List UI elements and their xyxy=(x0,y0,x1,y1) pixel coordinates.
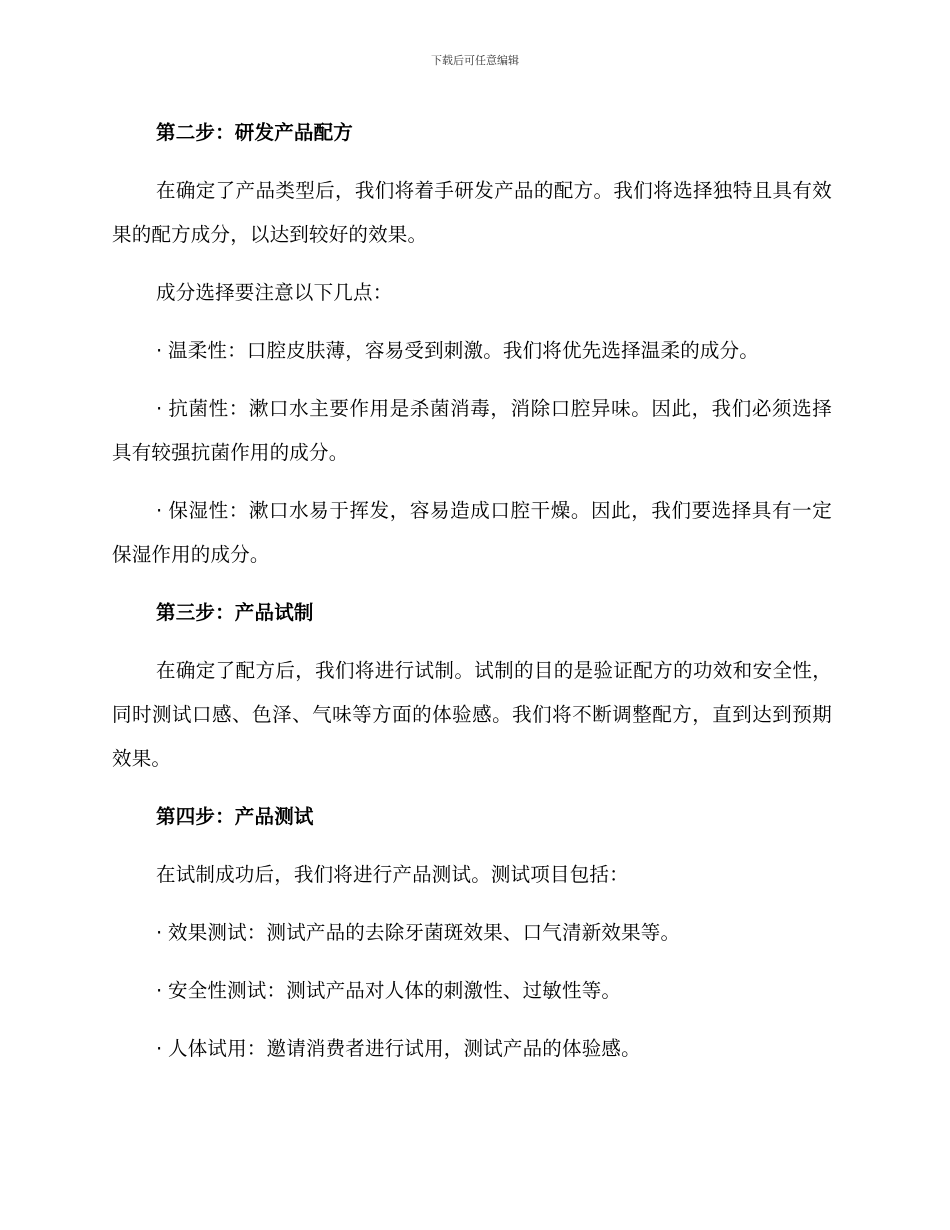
section-heading-step2: 第二步：研发产品配方 xyxy=(156,121,354,144)
bullet-text: 效果测试：测试产品的去除牙菌斑效果、口气清新效果等。 xyxy=(168,921,681,944)
section-heading-step4: 第四步：产品测试 xyxy=(156,805,314,828)
bullet-dot: · xyxy=(156,979,163,1002)
bullet-item xyxy=(112,489,832,577)
bullet-dot: · xyxy=(156,499,163,522)
page-header: 下载后可任意编辑 xyxy=(431,54,519,67)
document-body xyxy=(112,111,832,1085)
bullet-dot: · xyxy=(156,921,163,944)
paragraph-step3-body: 在确定了配方后，我们将进行试制。试制的目的是验证配方的功效和安全性，同时测试口感、色泽、气味等方面的体验感。我们将不断调整配方，直到达到预期效果。 xyxy=(112,659,832,770)
paragraph-step2-intro: 在确定了产品类型后，我们将着手研发产品的配方。我们将选择独特且具有效果的配方成分，以达到较好的效果。 xyxy=(112,179,832,246)
bullet-text: 安全性测试：测试产品对人体的刺激性、过敏性等。 xyxy=(168,979,622,1002)
paragraph-step2-note: 成分选择要注意以下几点： xyxy=(156,281,393,304)
bullet-text: 抗菌性：漱口水主要作用是杀菌消毒，消除口腔异味。因此，我们必须选择具有较强抗菌作用的成分。 xyxy=(112,397,832,464)
bullet-text: 保湿性：漱口水易于挥发，容易造成口腔干燥。因此，我们要选择具有一定保湿作用的成分。 xyxy=(112,499,832,566)
bullet-dot: · xyxy=(156,397,163,420)
bullet-item xyxy=(112,969,832,1013)
bullet-item xyxy=(112,1027,832,1071)
bullet-item xyxy=(112,329,832,373)
bullet-dot: · xyxy=(156,339,163,362)
bullet-item xyxy=(112,911,832,955)
bullet-item xyxy=(112,387,832,475)
section-heading-step3: 第三步：产品试制 xyxy=(156,601,314,624)
bullet-text: 温柔性：口腔皮肤薄，容易受到刺激。我们将优先选择温柔的成分。 xyxy=(168,339,760,362)
bullet-dot: · xyxy=(156,1037,163,1060)
paragraph-step4-intro: 在试制成功后，我们将进行产品测试。测试项目包括： xyxy=(156,863,629,886)
bullet-text: 人体试用：邀请消费者进行试用，测试产品的体验感。 xyxy=(168,1037,641,1060)
